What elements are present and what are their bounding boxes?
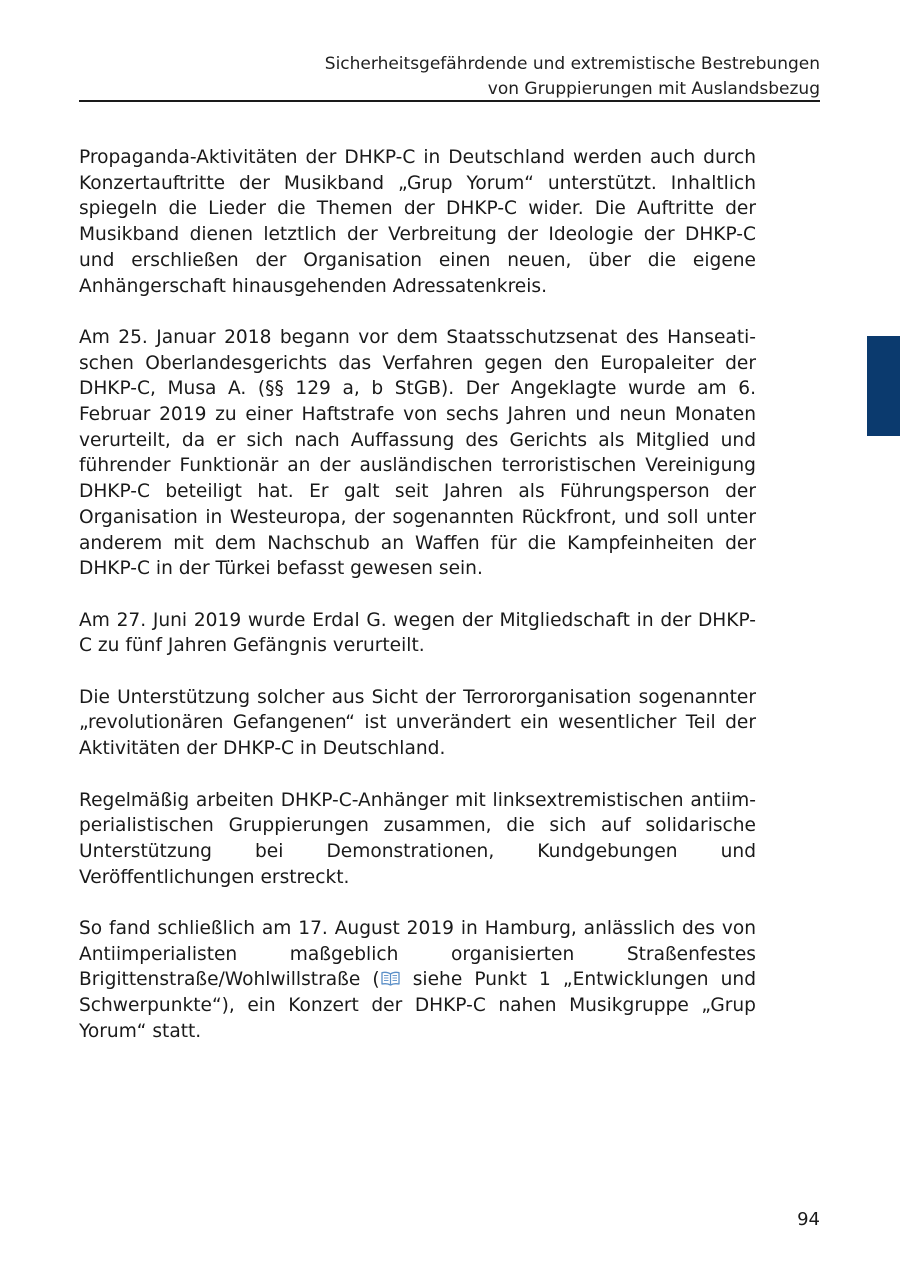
paragraph-erdal-g: Am 27. Juni 2019 wurde Erdal G. wegen der Mitgliedschaft in der DHKP-C zu fünf Jahren Gefängnis verurteilt.: [79, 609, 756, 657]
header-divider: [79, 100, 820, 102]
running-header-line-2: von Gruppierungen mit Auslandsbezug: [487, 79, 820, 99]
running-header-line-1: Sicherheitsgefährdende und extremistische Bestrebungen: [324, 54, 820, 74]
paragraph-prisoner-support: Die Unterstützung solcher aus Sicht der Terrororganisation sogenannter „revolutionären Gefangenen“ ist unverändert ein wesentlicher Teil der Aktivitäten der DHKP-C in Deutschland.: [79, 686, 756, 760]
main-text: [79, 145, 756, 1070]
paragraph-trial-musa-a: Am 25. Januar 2018 begann vor dem Staatsschutzsenat des Hanseatischen Oberlandesgerichts das Verfahren gegen den Europaleiter der DHKP-C, Musa A. (§§ 129 a, b StGB). Der Angeklagte wurde am 6. Februar 2019 zu einer Haftstrafe von sechs Jahren und neun Monaten verurteilt, da er sich nach Auffassung des Gerichts als Mitglied und führender Funktionär an der ausländischen terroristischen Vereinigung DHKP-C beteiligt hat. Er galt seit Jahren als Führungsperson der Organisation in Westeuropa, der sogenannten Rückfront, und soll unter anderem mit dem Nachschub an Waffen für die Kampfeinheiten der DHKP-C in der Türkei befasst gewesen sein.: [79, 326, 756, 580]
book-icon[interactable]: [381, 971, 400, 986]
chapter-marker-tab: [867, 336, 900, 436]
paragraph-street-festival-text-1: So fand schließlich am 17. August 2019 in Hamburg, anlässlich des von Antiimperialisten maßgeblich organisierten Straßenfestes Brigittenstraße/​Wohlwillstraße (: [79, 918, 756, 991]
paragraph-cooperation: Regelmäßig arbeiten DHKP-C-Anhänger mit linksextremistischen antiimperialistischen Gruppierungen zusammen, die sich auf solidarische Unterstützung bei Demonstrationen, Kundgebungen und Veröffentlichungen erstreckt.: [79, 789, 756, 888]
page-number: 94: [797, 1209, 820, 1230]
paragraph-street-festival: [79, 916, 756, 1045]
running-header: [220, 52, 820, 102]
paragraph-grup-yorum: Propaganda-Aktivitäten der DHKP-C in Deutschland werden auch durch Konzertauftritte der Musikband „Grup Yorum“ unterstützt. Inhaltlich spiegeln die Lieder die Themen der DHKP-C wider. Die Auftritte der Musikband dienen letztlich der Verbreitung der Ideologie der DHKP-C und erschließen der Organisation einen neuen, über die eigene Anhängerschaft hinausgehenden Adressatenkreis.: [79, 147, 756, 297]
paragraph-street-festival-text-2: siehe Punkt 1 „Entwicklungen und Schwerpunkte“), ein Konzert der DHKP-C nahen Musikgruppe „Grup Yorum“ statt.: [79, 969, 756, 1042]
